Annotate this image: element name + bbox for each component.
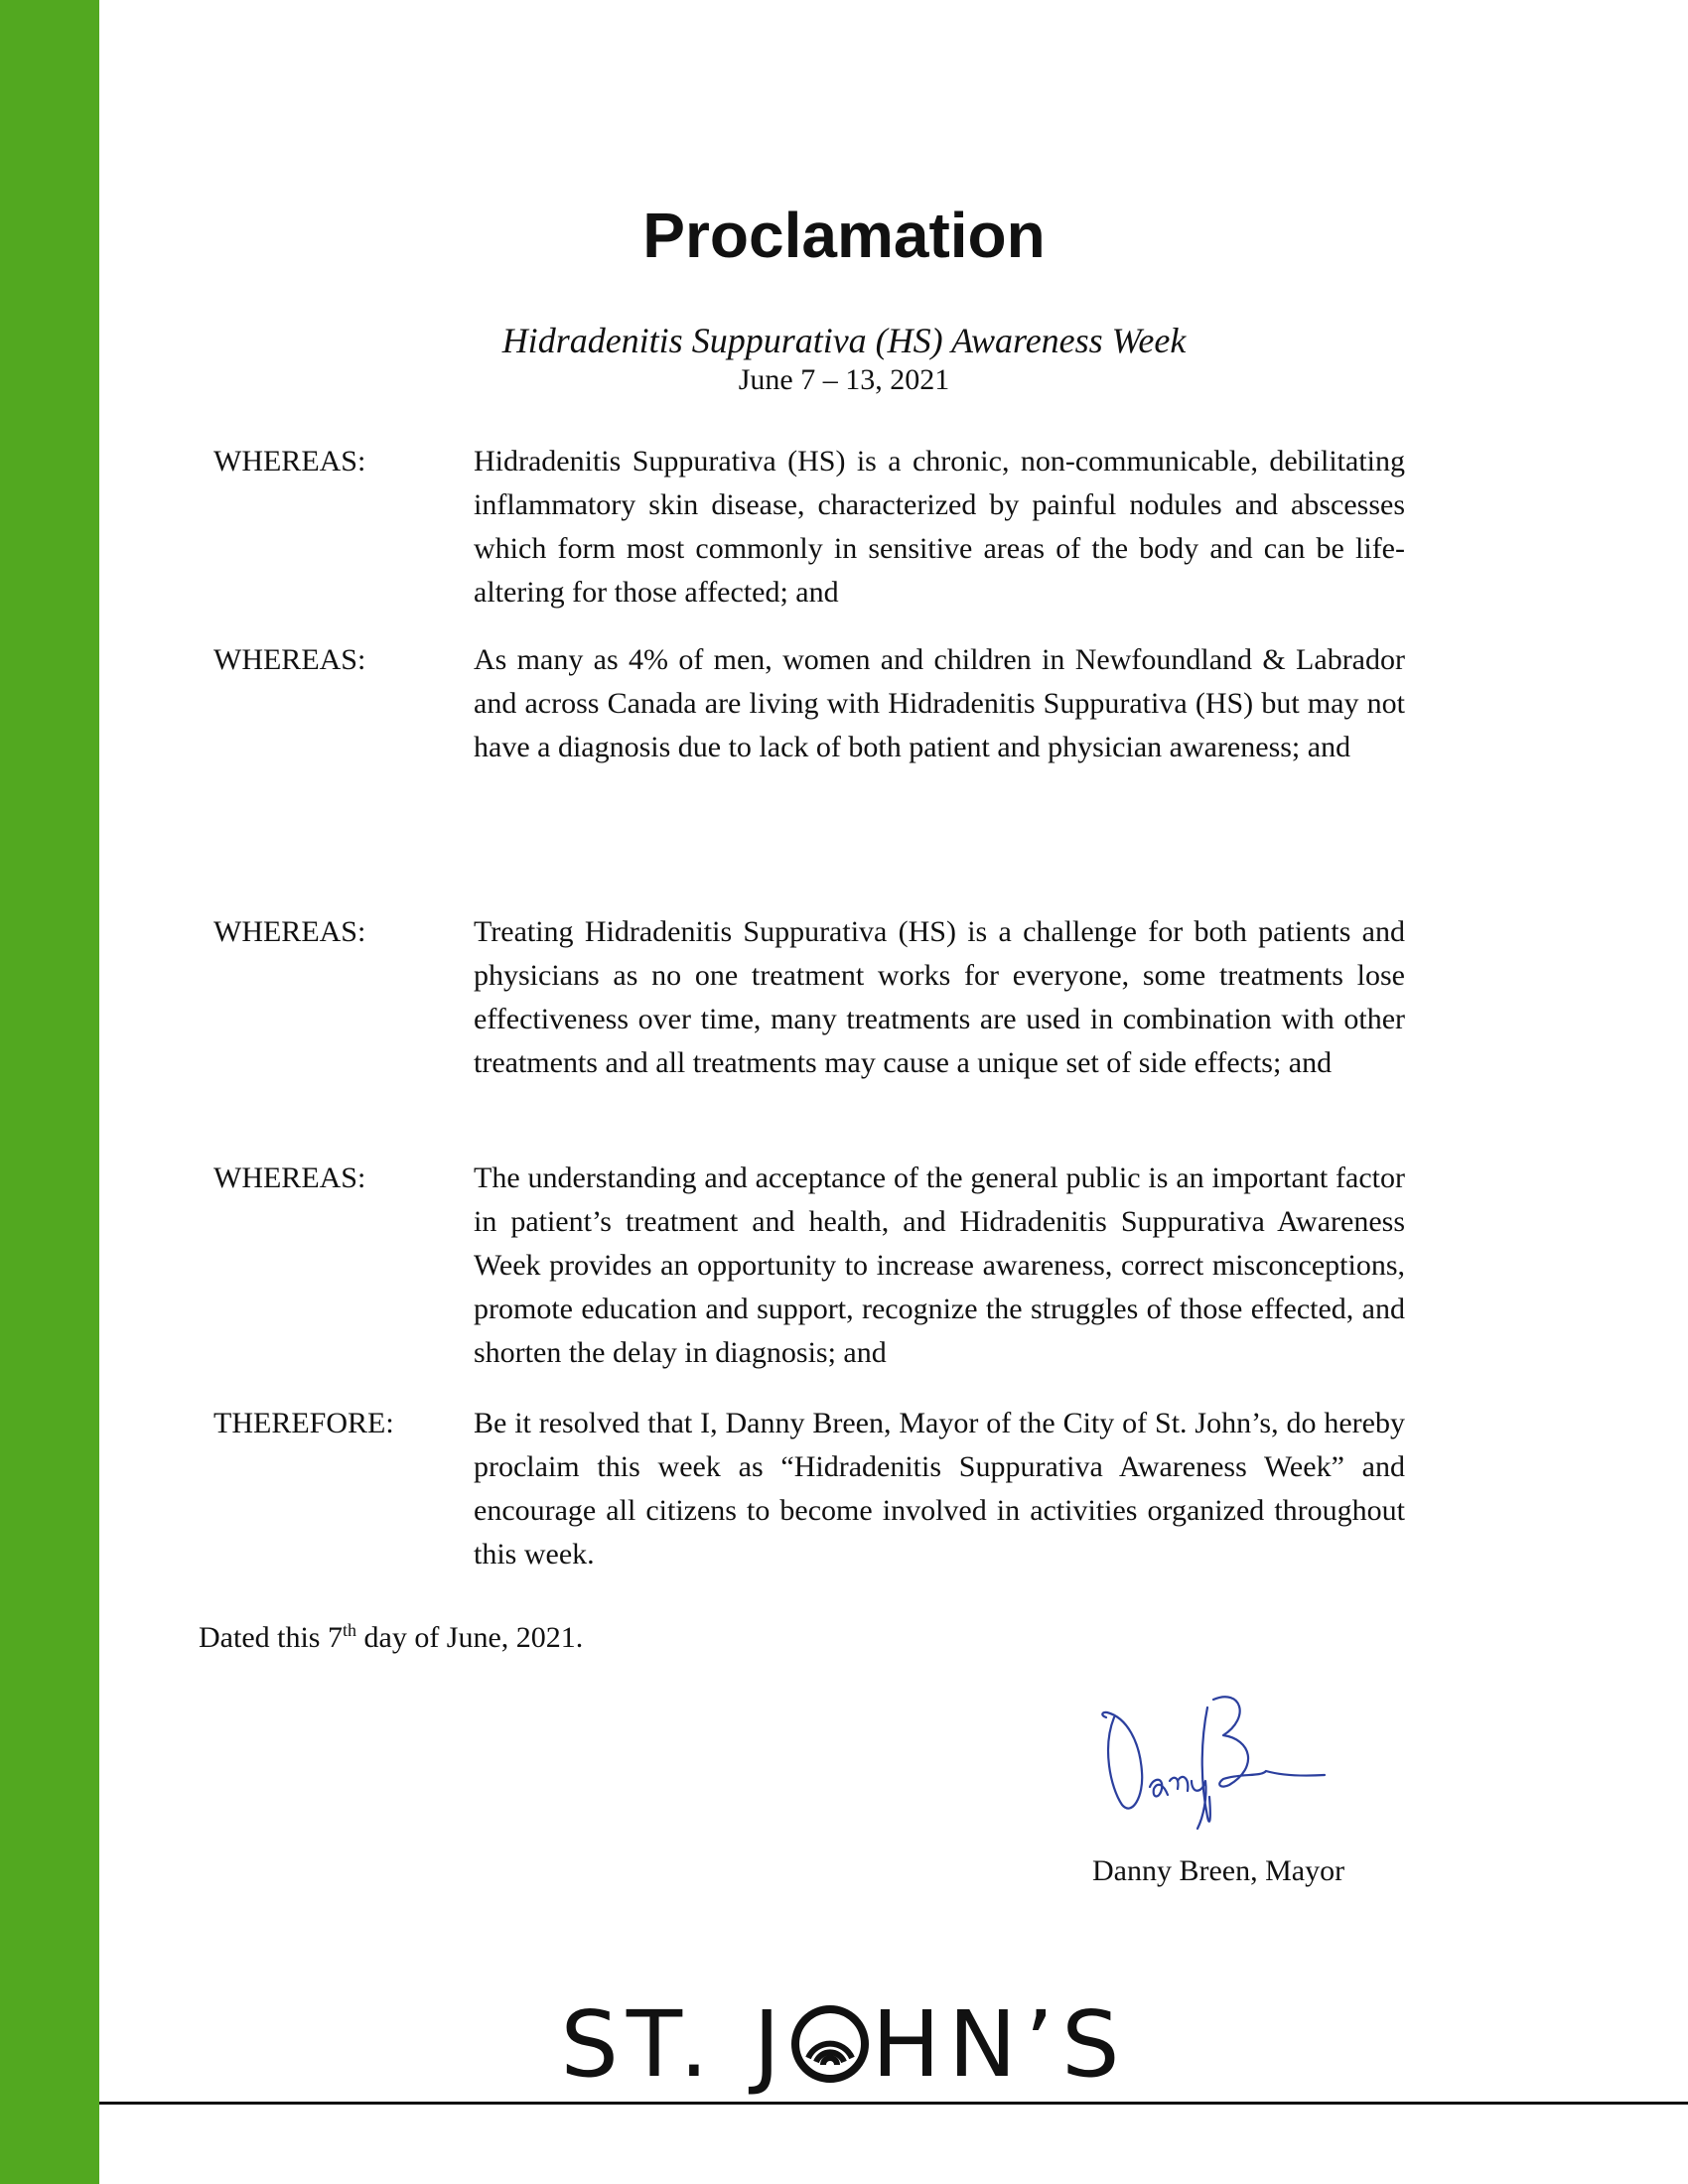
clause-text: Treating Hidradenitis Suppurativa (HS) is a challenge for both patients and physicians as no one treatment works for everyone, some treatments lose effectiveness over time, many treatments are used in combination with other treatments and all treatments may cause a unique set of side effects; and: [474, 915, 1405, 1079]
clause-label: WHEREAS:: [213, 445, 366, 478]
mayor-signature: [1092, 1678, 1350, 1837]
dated-line: [199, 1616, 583, 1660]
st-johns-logo: [0, 1991, 1688, 2098]
clause-label: WHEREAS:: [213, 1161, 366, 1194]
clause-label: THEREFORE:: [213, 1407, 394, 1439]
proclamation-dates: June 7 – 13, 2021: [738, 363, 950, 396]
proclamation-subtitle: Hidradenitis Suppurativa (HS) Awareness Week: [501, 321, 1187, 360]
clause-text: Hidradenitis Suppurativa (HS) is a chronic, non-communicable, debilitating inflammatory skin disease, characterized by painful nodules and abscesses which form most commonly in sensitive areas of the body and can be life-altering for those affected; and: [474, 445, 1405, 609]
logo-text-left: ST. J: [560, 1991, 788, 2098]
logo-text-right: HN’S: [871, 1991, 1128, 2098]
wifi-o-icon: [788, 2002, 872, 2086]
page-title: Proclamation: [642, 200, 1046, 271]
clause-text: The understanding and acceptance of the general public is an important factor in patient’s treatment and health, and Hidradenitis Suppurativa Awareness Week provides an opportunity to increase awareness, correct misconceptions, promote education and support, recognize the struggles of those effected, and shorten the delay in diagnosis; and: [474, 1161, 1405, 1369]
clause-text: Be it resolved that I, Danny Breen, Mayor of the City of St. John’s, do hereby proclaim this week as “Hidradenitis Suppurativa Awareness Week” and encourage all citizens to become involved in activities organized throughout this week.: [474, 1407, 1405, 1570]
dated-ordinal-suffix: th: [342, 1620, 356, 1640]
clause-label: WHEREAS:: [213, 643, 366, 676]
dated-prefix: Dated this 7: [199, 1621, 343, 1654]
mayor-name: Danny Breen, Mayor: [1092, 1854, 1345, 1887]
clause-text: As many as 4% of men, women and children in Newfoundland & Labrador and across Canada are living with Hidradenitis Suppurativa (HS) but may not have a diagnosis due to lack of both patient and physician awareness; and: [474, 643, 1405, 763]
clause-label: WHEREAS:: [213, 915, 366, 948]
footer-divider: [99, 2102, 1688, 2105]
dated-rest: day of June, 2021.: [356, 1621, 584, 1654]
